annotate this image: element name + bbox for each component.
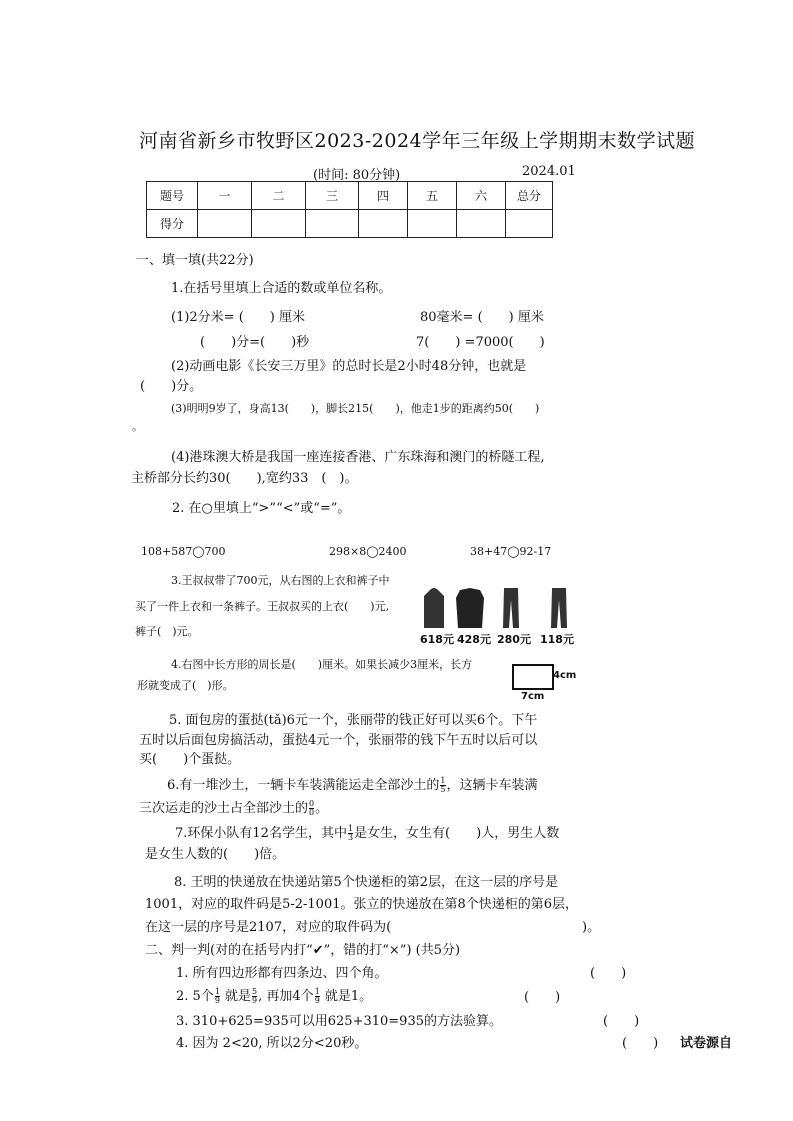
question-8c-end: )。 <box>582 920 601 935</box>
fraction: $\frac{5}{9}$ <box>252 987 258 1005</box>
question-1: 1.在括号里填上合适的数或单位名称。 <box>171 281 392 296</box>
question-1-2b: ( )分。 <box>140 379 203 394</box>
answer-paren[interactable]: ( ) <box>524 990 561 1005</box>
question-1-3a: (3)明明9岁了，身高13( )，脚长215( )，他走1步的距离约50( ) <box>171 402 540 415</box>
question-5a: 5. 面包房的蛋挞(tǎ)6元一个，张丽带的钱正好可以买6个。下午 <box>169 713 538 728</box>
price-label: 618元 <box>420 633 454 646</box>
table-row <box>147 182 553 210</box>
score-table <box>146 181 553 238</box>
answer-paren[interactable]: ( ) <box>590 966 627 981</box>
exam-time: (时间: 80分钟) <box>313 168 401 183</box>
table-cell: 题号 <box>147 182 198 210</box>
question-5c: 买( )个蛋挞。 <box>139 752 241 767</box>
question-8b: 1001，对应的取件码是5-2-1001。张立的快递放在第8个快递柜的第6层， <box>145 897 579 912</box>
table-cell: 四 <box>359 182 408 210</box>
judge-2: 2. 5个 $\frac{1}{9}$ 就是 $\frac{5}{9}$ , 再加4个 $\frac{1}{9}$ 就是1。 <box>176 987 373 1005</box>
score-input-cell[interactable] <box>506 210 553 238</box>
question-1-4b: 主桥部分长约30( ),宽约33 ( )。 <box>131 471 358 486</box>
score-input-cell[interactable] <box>252 210 306 238</box>
question-7b: 是女生人数的( )倍。 <box>145 847 286 862</box>
trousers-icon <box>503 588 519 628</box>
question-2b: 298×8◯2400 <box>329 545 407 558</box>
judge-4: 4. 因为 2<20, 所以2分<20秒。 <box>176 1036 368 1051</box>
price-label: 118元 <box>540 633 574 646</box>
table-cell: 得分 <box>147 210 198 238</box>
fraction: $\frac{1}{3}$ <box>347 824 354 842</box>
question-4b: 形就变成了( )形。 <box>137 679 234 692</box>
jacket-icon <box>424 588 444 628</box>
question-1-2a: (2)动画电影《长安三万里》的总时长是2小时48分钟，也就是 <box>171 359 527 374</box>
jeans-icon <box>551 588 567 628</box>
table-cell: 五 <box>408 182 457 210</box>
question-5b: 五时以后面包房搞活动，蛋挞4元一个，张丽带的钱下午五时以后可以 <box>139 733 538 748</box>
fraction: $\frac{0}{0}$ <box>309 799 315 817</box>
clothing-pictures <box>418 586 578 632</box>
table-cell: 一 <box>198 182 252 210</box>
score-input-cell[interactable] <box>359 210 408 238</box>
fraction: $\frac{1}{9}$ <box>314 987 320 1005</box>
question-1-1a: (1)2分米= ( ) 厘米 <box>171 310 305 325</box>
question-3c: 裤子( )元。 <box>135 625 199 638</box>
question-4a: 4.右图中长方形的周长是( )厘米。如果长减少3厘米，长方 <box>171 658 473 671</box>
section1-heading: 一、填一填(共22分) <box>136 253 254 268</box>
question-1-4a: (4)港珠澳大桥是我国一座连接香港、广东珠海和澳门的桥隧工程, <box>171 450 545 465</box>
table-cell: 总分 <box>506 182 553 210</box>
question-8a: 8. 王明的快递放在快递站第5个快递柜的第2层，在这一层的序号是 <box>174 875 559 890</box>
fraction: $\frac{1}{9}$ <box>214 987 220 1005</box>
price-label: 428元 <box>457 633 491 646</box>
score-input-cell[interactable] <box>457 210 506 238</box>
judge-3: 3. 310+625=935可以用625+310=935的方法验算。 <box>176 1014 502 1029</box>
question-3a: 3.王叔叔带了700元，从右图的上衣和裤子中 <box>171 574 390 587</box>
score-input-cell[interactable] <box>306 210 359 238</box>
price-label: 280元 <box>497 633 531 646</box>
rectangle-figure <box>512 664 554 690</box>
score-input-cell[interactable] <box>408 210 457 238</box>
judge-1: 1. 所有四边形都有四条边、四个角。 <box>176 966 388 981</box>
question-2: 2. 在○里填上“>”“<”或“=”。 <box>172 501 351 516</box>
question-2a: 108+587◯700 <box>141 545 226 558</box>
coat-icon <box>456 588 484 628</box>
rect-height-label: 4cm <box>553 670 577 681</box>
table-row <box>147 210 553 238</box>
section2-heading: 二、判一判(对的在括号内打“✔”，错的打“×”) (共5分) <box>145 943 461 958</box>
question-8c: 在这一层的序号是2107，对应的取件码为( <box>145 920 392 935</box>
table-cell: 三 <box>306 182 359 210</box>
question-6a: 6.有一堆沙土，一辆卡车装满能运走全部沙土的 $\frac{1}{5}$ ，这辆卡车装满 <box>167 776 538 794</box>
answer-paren[interactable]: ( ) <box>603 1014 640 1029</box>
question-3b: 买了一件上衣和一条裤子。王叔叔买的上衣( )元, <box>135 600 390 613</box>
question-1-1d: 7( ) =7000( ) <box>416 335 545 350</box>
score-input-cell[interactable] <box>198 210 252 238</box>
table-cell: 二 <box>252 182 306 210</box>
question-2c: 38+47◯92-17 <box>470 545 552 558</box>
page-title: 河南省新乡市牧野区2023-2024学年三年级上学期期末数学试题 <box>139 130 696 152</box>
watermark-text: 试卷源自 <box>680 1036 733 1051</box>
question-7a: 7.环保小队有12名学生，其中 $\frac{1}{3}$ 是女生，女生有( )人，男生人数 <box>175 824 560 842</box>
table-cell: 六 <box>457 182 506 210</box>
answer-paren[interactable]: ( ) <box>622 1036 659 1051</box>
question-1-1b: 80毫米= ( ) 厘米 <box>420 310 544 325</box>
exam-date: 2024.01 <box>522 164 576 179</box>
question-6b: 三次运走的沙土占全部沙土的 $\frac{0}{0}$ 。 <box>139 799 329 817</box>
question-1-3b: 。 <box>132 420 143 433</box>
question-1-1c: ( )分=( )秒 <box>200 335 310 350</box>
fraction: $\frac{1}{5}$ <box>440 776 446 794</box>
rect-width-label: 7cm <box>521 691 545 702</box>
